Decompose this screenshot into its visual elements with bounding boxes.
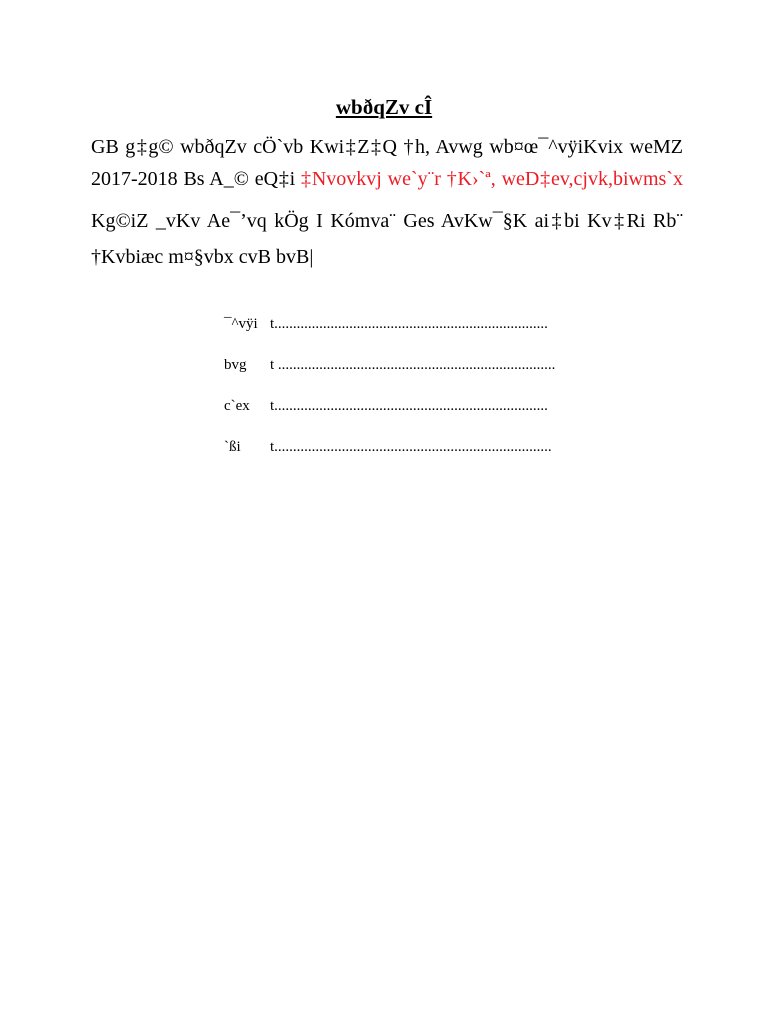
name-field bbox=[224, 355, 555, 375]
signature-field bbox=[224, 314, 548, 334]
body-line-3: Kg©iZ _vKv Ae¯’vq kÖg I Kómva¨ Ges AvKw¯§K ai‡bi Kv‡Ri Rb¨ bbox=[91, 210, 683, 232]
body-line-1: GB g‡g© wbðqZv cÖ`vb Kwi‡Z‡Q †h, Avwg wb¤œ¯^vÿiKvix weMZ bbox=[91, 136, 683, 158]
name-label: bvg bbox=[224, 357, 247, 373]
body-line-2 bbox=[91, 163, 683, 195]
body-line-4: †Kvbiæc m¤§vbx cvB bvB| bbox=[91, 246, 314, 268]
body-line-2-text: 2017-2018 Bs A_© eQ‡i bbox=[91, 168, 302, 190]
office-line: t.......................................................................... bbox=[270, 439, 552, 455]
signature-label: ¯^vÿi bbox=[224, 316, 258, 332]
highlighted-location: ‡Nvovkvj we`y¨r †K›`ª, weD‡ev,cjvk,biwms`x bbox=[301, 168, 683, 190]
designation-field bbox=[224, 396, 548, 416]
designation-line: t......................................................................... bbox=[270, 398, 548, 414]
name-line: t .......................................................................... bbox=[270, 357, 556, 373]
designation-label: c`ex bbox=[224, 398, 250, 414]
document-title: wbðqZv cÎ bbox=[335, 95, 433, 119]
office-label: `ßi bbox=[224, 439, 241, 455]
office-field bbox=[224, 437, 552, 457]
signature-line: t......................................................................... bbox=[270, 316, 548, 332]
